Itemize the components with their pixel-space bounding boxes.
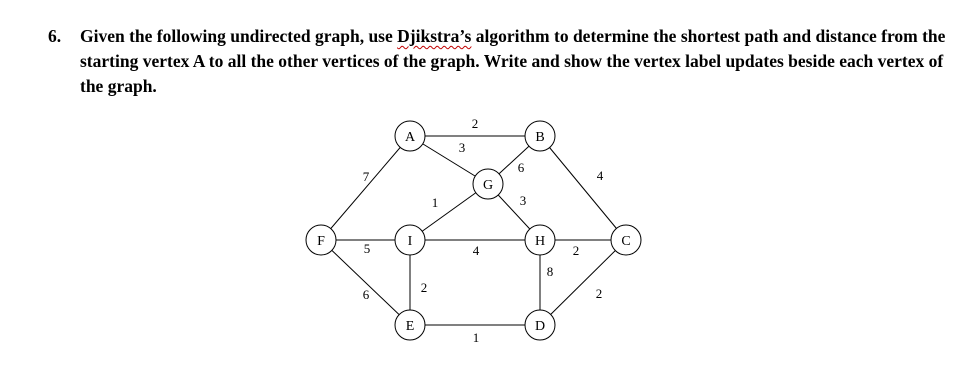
question-text-before: Given the following undirected graph, use [80, 26, 398, 46]
edge-b-c [540, 136, 626, 240]
edge-weight-a-f: 7 [362, 169, 370, 184]
vertex-label: H [534, 234, 546, 249]
vertex-label: G [482, 178, 494, 193]
vertex-c [611, 225, 641, 255]
edge-weight-h-c: 2 [572, 243, 580, 258]
edge-weight-e-d: 1 [472, 330, 480, 345]
misspelled-algorithm-name: Djikstra’s [397, 26, 472, 46]
vertex-a [395, 121, 425, 151]
edge-weight-g-i: 1 [431, 195, 439, 210]
vertex-d [525, 310, 555, 340]
vertex-h [525, 225, 555, 255]
vertex-label: I [407, 234, 413, 249]
vertex-label: E [405, 319, 415, 334]
edge-weight-b-g: 6 [517, 160, 525, 175]
edge-weight-i-h: 4 [472, 243, 480, 258]
edge-weight-h-d: 8 [546, 264, 554, 279]
edge-weight-c-d: 2 [595, 286, 603, 301]
edge-weight-b-c: 4 [596, 168, 604, 183]
question-number: 6. [48, 26, 62, 46]
edge-weight-i-e: 2 [420, 280, 428, 295]
vertex-i [395, 225, 425, 255]
edge-weight-g-h: 3 [519, 193, 527, 208]
vertex-label: C [621, 234, 631, 249]
vertex-f [306, 225, 336, 255]
edge-weight-a-g: 3 [458, 140, 466, 155]
edge-weight-f-i: 5 [363, 241, 371, 256]
vertex-label: B [535, 130, 545, 145]
edge-weight-a-b: 2 [471, 116, 479, 131]
vertex-label: F [317, 234, 325, 249]
vertex-g [473, 169, 503, 199]
vertex-b [525, 121, 555, 151]
vertex-e [395, 310, 425, 340]
question-text-after: algorithm to determine the shortest path and distance from the starting vertex A to all the other vertices of the graph. Write and show the vertex label updates beside each vertex of the graph. [80, 26, 946, 96]
graph-vertices [306, 121, 641, 340]
edge-a-f [321, 136, 410, 240]
edge-weight-f-e: 6 [362, 287, 370, 302]
vertex-label: D [534, 319, 546, 334]
edge-c-d [540, 240, 626, 325]
vertex-label: A [404, 130, 416, 145]
